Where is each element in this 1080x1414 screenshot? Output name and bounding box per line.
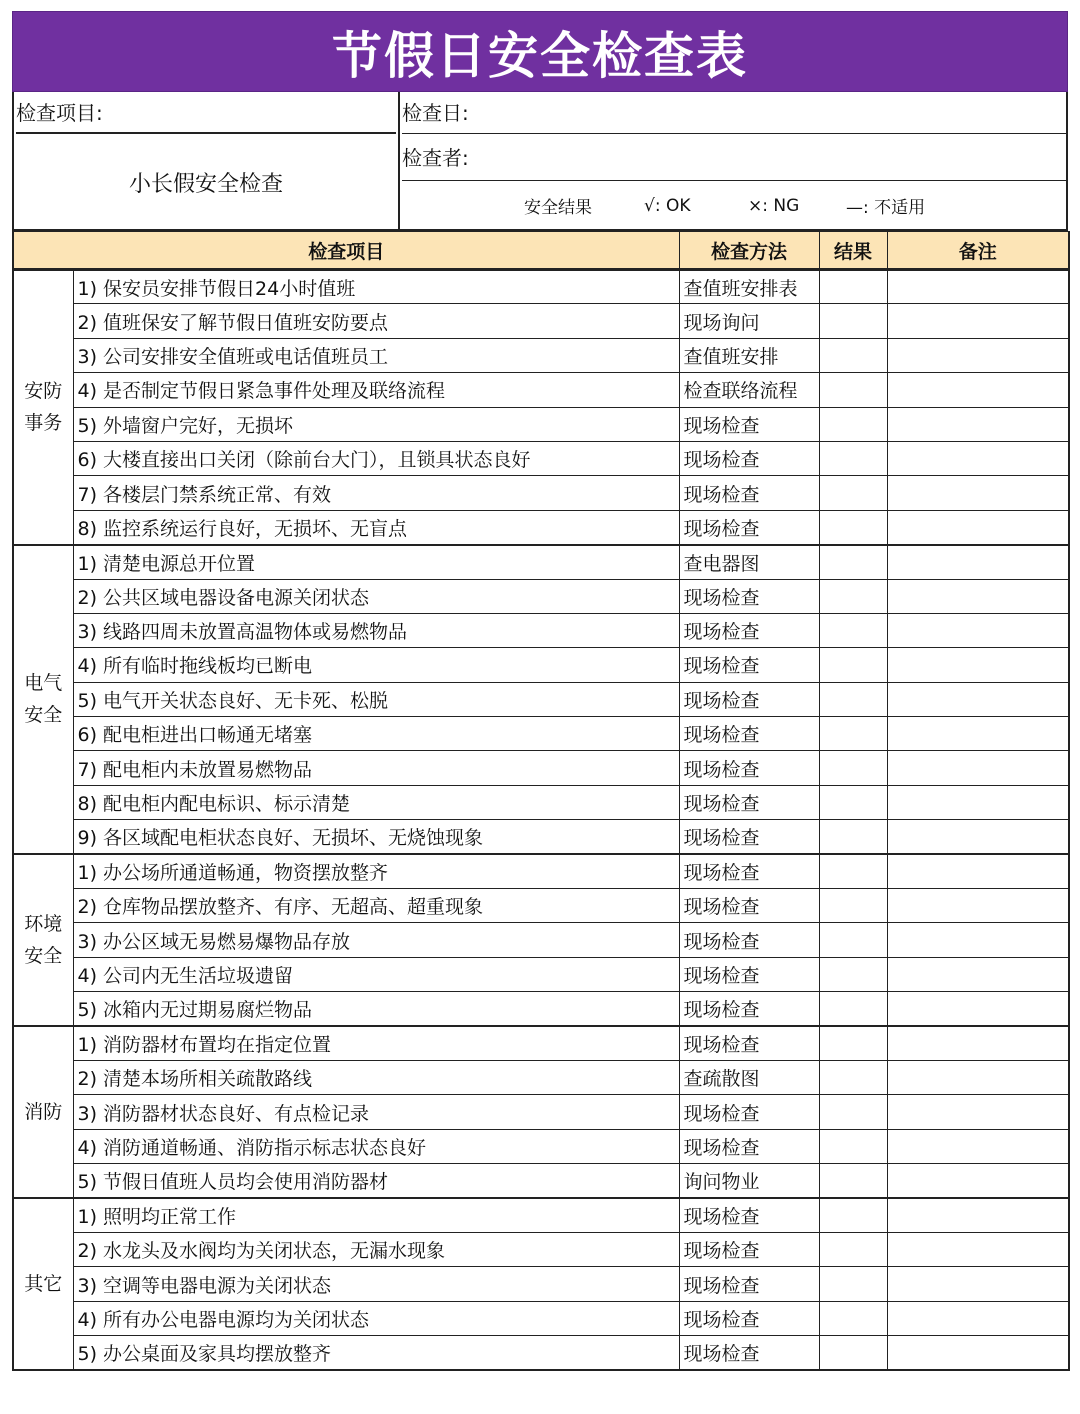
table-row	[13, 648, 1069, 682]
remarks-cell[interactable]	[887, 338, 1069, 372]
table-row	[13, 1267, 1069, 1301]
table-row	[13, 751, 1069, 785]
remarks-cell[interactable]	[887, 717, 1069, 751]
table-row	[13, 1026, 1069, 1060]
table-row	[13, 923, 1069, 957]
item-text-cell: 4) 所有办公电器电源均为关闭状态	[73, 1301, 679, 1335]
header-method: 检查方法	[679, 232, 819, 270]
table-row	[13, 854, 1069, 888]
result-cell[interactable]	[819, 510, 887, 544]
remarks-cell[interactable]	[887, 510, 1069, 544]
method-cell: 现场检查	[679, 854, 819, 888]
table-row	[13, 270, 1069, 304]
legend-ng: ×: NG	[748, 195, 800, 216]
table-row	[13, 304, 1069, 338]
remarks-cell[interactable]	[887, 1232, 1069, 1266]
info-block	[12, 92, 1068, 231]
item-text-cell: 1) 保安员安排节假日24小时值班	[73, 270, 679, 304]
remarks-cell[interactable]	[887, 1336, 1069, 1370]
method-cell: 现场检查	[679, 717, 819, 751]
method-cell: 现场检查	[679, 1267, 819, 1301]
table-row	[13, 682, 1069, 716]
remarks-cell[interactable]	[887, 476, 1069, 510]
remarks-cell[interactable]	[887, 1060, 1069, 1094]
item-text-cell: 2) 水龙头及水阀均为关闭状态，无漏水现象	[73, 1232, 679, 1266]
inspector-label: 检查者:	[402, 135, 1066, 181]
table-row	[13, 957, 1069, 991]
result-cell[interactable]	[819, 1129, 887, 1163]
remarks-cell[interactable]	[887, 1198, 1069, 1232]
result-cell[interactable]	[819, 304, 887, 338]
category-cell: 电气安全	[13, 545, 73, 855]
remarks-cell[interactable]	[887, 407, 1069, 441]
result-cell[interactable]	[819, 957, 887, 991]
remarks-cell[interactable]	[887, 751, 1069, 785]
result-cell[interactable]	[819, 545, 887, 579]
item-text-cell: 3) 办公区域无易燃易爆物品存放	[73, 923, 679, 957]
table-row	[13, 1336, 1069, 1370]
result-cell[interactable]	[819, 579, 887, 613]
item-text-cell: 5) 外墙窗户完好，无损坏	[73, 407, 679, 441]
method-cell: 现场检查	[679, 1232, 819, 1266]
method-cell: 现场检查	[679, 1026, 819, 1060]
item-text-cell: 7) 配电柜内未放置易燃物品	[73, 751, 679, 785]
item-text-cell: 3) 线路四周未放置高温物体或易燃物品	[73, 613, 679, 647]
remarks-cell[interactable]	[887, 579, 1069, 613]
method-cell: 现场询问	[679, 304, 819, 338]
method-cell: 现场检查	[679, 441, 819, 475]
result-cell[interactable]	[819, 338, 887, 372]
remarks-cell[interactable]	[887, 304, 1069, 338]
result-cell[interactable]	[819, 1060, 887, 1094]
table-row	[13, 1095, 1069, 1129]
method-cell: 现场检查	[679, 1129, 819, 1163]
result-cell[interactable]	[819, 476, 887, 510]
item-text-cell: 1) 办公场所通道畅通，物资摆放整齐	[73, 854, 679, 888]
method-cell: 现场检查	[679, 820, 819, 854]
result-cell[interactable]	[819, 441, 887, 475]
legend-ok: √: OK	[644, 195, 691, 216]
item-text-cell: 4) 所有临时拖线板均已断电	[73, 648, 679, 682]
method-cell: 现场检查	[679, 751, 819, 785]
item-text-cell: 6) 配电柜进出口畅通无堵塞	[73, 717, 679, 751]
result-cell[interactable]	[819, 751, 887, 785]
header-remarks: 备注	[887, 232, 1069, 270]
table-header-row	[13, 232, 1069, 270]
result-cell[interactable]	[819, 1164, 887, 1198]
item-text-cell: 8) 监控系统运行良好，无损坏、无盲点	[73, 510, 679, 544]
result-cell[interactable]	[819, 1198, 887, 1232]
result-cell[interactable]	[819, 373, 887, 407]
table-row	[13, 613, 1069, 647]
remarks-cell[interactable]	[887, 682, 1069, 716]
table-row	[13, 1164, 1069, 1198]
remarks-cell[interactable]	[887, 1301, 1069, 1335]
remarks-cell[interactable]	[887, 785, 1069, 819]
result-cell[interactable]	[819, 1336, 887, 1370]
method-cell: 现场检查	[679, 889, 819, 923]
table-row	[13, 338, 1069, 372]
remarks-cell[interactable]	[887, 820, 1069, 854]
method-cell: 询问物业	[679, 1164, 819, 1198]
result-cell[interactable]	[819, 270, 887, 304]
item-text-cell: 3) 空调等电器电源为关闭状态	[73, 1267, 679, 1301]
method-cell: 现场检查	[679, 510, 819, 544]
item-text-cell: 2) 仓库物品摆放整齐、有序、无超高、超重现象	[73, 889, 679, 923]
remarks-cell[interactable]	[887, 854, 1069, 888]
date-label: 检查日:	[402, 92, 1066, 134]
category-cell: 安防事务	[13, 270, 73, 545]
item-text-cell: 5) 冰箱内无过期易腐烂物品	[73, 992, 679, 1026]
result-cell[interactable]	[819, 1095, 887, 1129]
method-cell: 现场检查	[679, 1198, 819, 1232]
item-text-cell: 9) 各区域配电柜状态良好、无损坏、无烧蚀现象	[73, 820, 679, 854]
result-cell[interactable]	[819, 648, 887, 682]
result-cell[interactable]	[819, 785, 887, 819]
item-text-cell: 2) 清楚本场所相关疏散路线	[73, 1060, 679, 1094]
table-row	[13, 1129, 1069, 1163]
item-text-cell: 4) 是否制定节假日紧急事件处理及联络流程	[73, 373, 679, 407]
item-text-cell: 6) 大楼直接出口关闭（除前台大门），且锁具状态良好	[73, 441, 679, 475]
remarks-cell[interactable]	[887, 1129, 1069, 1163]
item-label: 检查项目:	[16, 92, 396, 134]
method-cell: 查疏散图	[679, 1060, 819, 1094]
remarks-cell[interactable]	[887, 613, 1069, 647]
method-cell: 现场检查	[679, 613, 819, 647]
item-text-cell: 5) 电气开关状态良好、无卡死、松脱	[73, 682, 679, 716]
item-text-cell: 4) 消防通道畅通、消防指示标志状态良好	[73, 1129, 679, 1163]
table-row	[13, 545, 1069, 579]
table-row	[13, 441, 1069, 475]
category-cell: 环境安全	[13, 854, 73, 1026]
result-cell[interactable]	[819, 613, 887, 647]
item-text-cell: 1) 消防器材布置均在指定位置	[73, 1026, 679, 1060]
table-row	[13, 889, 1069, 923]
method-cell: 现场检查	[679, 957, 819, 991]
method-cell: 现场检查	[679, 407, 819, 441]
table-row	[13, 820, 1069, 854]
remarks-cell[interactable]	[887, 545, 1069, 579]
method-cell: 现场检查	[679, 1095, 819, 1129]
table-row	[13, 992, 1069, 1026]
table-row	[13, 476, 1069, 510]
result-cell[interactable]	[819, 992, 887, 1026]
inspection-sheet	[12, 11, 1068, 1371]
category-cell: 消防	[13, 1026, 73, 1198]
result-cell[interactable]	[819, 407, 887, 441]
remarks-cell[interactable]	[887, 270, 1069, 304]
item-text-cell: 2) 值班保安了解节假日值班安防要点	[73, 304, 679, 338]
item-text-cell: 4) 公司内无生活垃圾遗留	[73, 957, 679, 991]
header-item: 检查项目	[13, 232, 679, 270]
result-cell[interactable]	[819, 820, 887, 854]
result-legend	[400, 182, 1066, 229]
remarks-cell[interactable]	[887, 992, 1069, 1026]
table-row	[13, 1198, 1069, 1232]
remarks-cell[interactable]	[887, 923, 1069, 957]
item-text-cell: 8) 配电柜内配电标识、标示清楚	[73, 785, 679, 819]
header-result: 结果	[819, 232, 887, 270]
result-cell[interactable]	[819, 717, 887, 751]
remarks-cell[interactable]	[887, 1267, 1069, 1301]
table-row	[13, 1232, 1069, 1266]
method-cell: 查值班安排表	[679, 270, 819, 304]
remarks-cell[interactable]	[887, 889, 1069, 923]
item-text-cell: 3) 公司安排安全值班或电话值班员工	[73, 338, 679, 372]
table-row	[13, 579, 1069, 613]
item-text-cell: 1) 清楚电源总开位置	[73, 545, 679, 579]
method-cell: 现场检查	[679, 923, 819, 957]
method-cell: 现场检查	[679, 476, 819, 510]
result-cell[interactable]	[819, 923, 887, 957]
legend-label: 安全结果	[524, 198, 592, 218]
result-cell[interactable]	[819, 682, 887, 716]
table-row	[13, 1060, 1069, 1094]
item-text-cell: 1) 照明均正常工作	[73, 1198, 679, 1232]
remarks-cell[interactable]	[887, 1164, 1069, 1198]
method-cell: 现场检查	[679, 992, 819, 1026]
table-row	[13, 407, 1069, 441]
table-row	[13, 373, 1069, 407]
remarks-cell[interactable]	[887, 648, 1069, 682]
result-cell[interactable]	[819, 854, 887, 888]
item-text-cell: 5) 节假日值班人员均会使用消防器材	[73, 1164, 679, 1198]
remarks-cell[interactable]	[887, 957, 1069, 991]
result-cell[interactable]	[819, 1301, 887, 1335]
method-cell: 现场检查	[679, 785, 819, 819]
table-row	[13, 510, 1069, 544]
sheet-title: 节假日安全检查表	[12, 11, 1068, 92]
checklist-table	[12, 231, 1070, 1371]
legend-na: —: 不适用	[846, 198, 926, 218]
method-cell: 检查联络流程	[679, 373, 819, 407]
result-cell[interactable]	[819, 1232, 887, 1266]
table-row	[13, 785, 1069, 819]
result-cell[interactable]	[819, 1026, 887, 1060]
method-cell: 现场检查	[679, 1301, 819, 1335]
result-cell[interactable]	[819, 1267, 887, 1301]
item-value: 小长假安全检查	[128, 172, 283, 197]
method-cell: 查值班安排	[679, 338, 819, 372]
method-cell: 现场检查	[679, 1336, 819, 1370]
table-row	[13, 1301, 1069, 1335]
remarks-cell[interactable]	[887, 1026, 1069, 1060]
item-text-cell: 2) 公共区域电器设备电源关闭状态	[73, 579, 679, 613]
method-cell: 现场检查	[679, 648, 819, 682]
item-text-cell: 7) 各楼层门禁系统正常、有效	[73, 476, 679, 510]
method-cell: 现场检查	[679, 682, 819, 716]
category-cell: 其它	[13, 1198, 73, 1370]
table-row	[13, 717, 1069, 751]
method-cell: 查电器图	[679, 545, 819, 579]
remarks-cell[interactable]	[887, 1095, 1069, 1129]
table-body	[13, 270, 1069, 1371]
item-text-cell: 3) 消防器材状态良好、有点检记录	[73, 1095, 679, 1129]
result-cell[interactable]	[819, 889, 887, 923]
remarks-cell[interactable]	[887, 441, 1069, 475]
item-text-cell: 5) 办公桌面及家具均摆放整齐	[73, 1336, 679, 1370]
method-cell: 现场检查	[679, 579, 819, 613]
remarks-cell[interactable]	[887, 373, 1069, 407]
